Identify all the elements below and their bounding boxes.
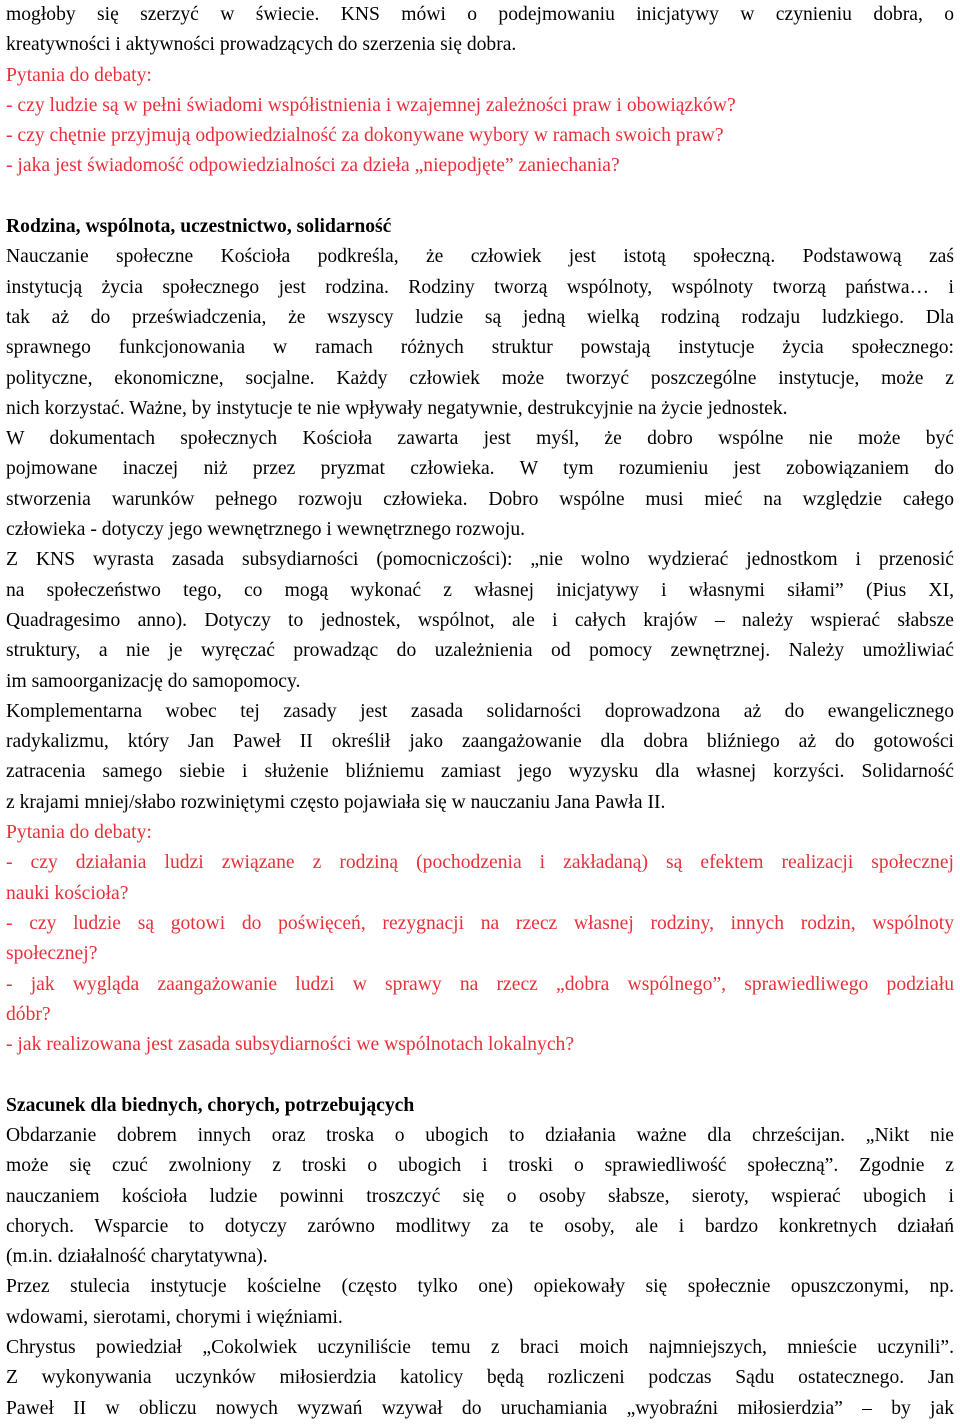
text-line: Quadragesimo anno). Dotyczy to jednostek, wspólnot, ale i całych krajów – należy wspierać słabsze: [6, 609, 954, 631]
text-line: człowieka - dotyczy jego wewnętrznego i wewnętrznego rozwoju.: [6, 519, 526, 541]
debate-question: - jaka jest świadomość odpowiedzialności za dzieła „niepodjęte” zaniechania?: [6, 155, 620, 177]
text-line: (m.in. działalność charytatywna).: [6, 1246, 268, 1268]
text-line: nauczaniem kościoła ludzie powinni troszczyć się o osoby słabsze, sieroty, wspierać ubogich i: [6, 1185, 954, 1207]
text-line: nich korzystać. Ważne, by instytucje te nie wpływały negatywnie, destrukcyjnie na życie jednostek.: [6, 397, 788, 419]
text-line: W dokumentach społecznych Kościoła zawarta jest myśl, że dobro wspólne nie może być: [6, 428, 954, 450]
text-line: może się czuć zwolniony z troski o ubogich i troski o sprawiedliwość społeczną”. Zgodnie z: [6, 1155, 954, 1177]
section-heading-poor: Szacunek dla biednych, chorych, potrzebujących: [6, 1094, 415, 1116]
intro-line: kreatywności i aktywności prowadzących do szerzenia się dobra.: [6, 34, 517, 56]
document-page: [6, 0, 954, 1424]
debate-question: - jak realizowana jest zasada subsydiarności we wspólnotach lokalnych?: [6, 1034, 575, 1056]
text-line: Z KNS wyrasta zasada subsydiarności (pomocniczości): „nie wolno wydzierać jednostkom i przenosić: [6, 549, 954, 571]
text-line: Obdarzanie dobrem innych oraz troska o ubogich to działania ważne dla chrześcijan. „Nikt nie: [6, 1124, 954, 1146]
text-line: Z wykonywania uczynków miłosierdzia katolicy będą rozliczeni podczas Sądu ostatecznego. Jan: [6, 1367, 954, 1389]
text-line: struktury, a nie je wyręczać prowadząc do uzależnienia od pomocy zewnętrznej. Należy umożliwiać: [6, 640, 954, 662]
text-line: polityczne, ekonomiczne, socjalne. Każdy człowiek może tworzyć poszczególne instytucje, może z: [6, 367, 954, 389]
text-line: sprawnego funkcjonowania w ramach różnych struktur powstają instytucje życia społecznego:: [6, 337, 954, 359]
text-line: na społeczeństwo tego, co mogą wykonać z własnej inicjatywy i własnymi siłami” (Pius XI,: [6, 579, 954, 601]
text-line: chorych. Wsparcie to dotyczy zarówno modlitwy za te osoby, ale i bardzo konkretnych działań: [6, 1215, 954, 1237]
debate-question: - czy ludzie są w pełni świadomi współistnienia i wzajemnej zależności praw i obowiązków?: [6, 94, 736, 116]
debate-question: - czy ludzie są gotowi do poświęceń, rezygnacji na rzecz własnej rodziny, innych rodzin, wspólnoty: [6, 912, 954, 934]
debate-question: nauki kościoła?: [6, 882, 129, 904]
debate-question: dóbr?: [6, 1003, 51, 1025]
paragraph-gap: [6, 1060, 954, 1090]
text-line: Chrystus powiedział „Cokolwiek uczyniliście temu z braci moich najmniejszych, mnieście uczynili”.: [6, 1337, 954, 1359]
text-line: Paweł II w obliczu nowych wyzwań wzywał do uruchamiania „wyobraźni miłosierdzia” – by jak: [6, 1397, 954, 1419]
intro-line: mogłoby się szerzyć w świecie. KNS mówi o podejmowaniu inicjatywy w czynieniu dobra, o: [6, 4, 954, 25]
text-line: im samoorganizację do samopomocy.: [6, 670, 301, 692]
text-line: Komplementarna wobec tej zasady jest zasada solidarności doprowadzona aż do ewangelicznego: [6, 700, 954, 722]
text-line: z krajami mniej/słabo rozwiniętymi często pojawiała się w nauczaniu Jana Pawła II.: [6, 791, 666, 813]
text-line: instytucją życia społecznego jest rodzina. Rodziny tworzą wspólnoty, wspólnoty tworzą państwa… i: [6, 276, 954, 298]
section-heading-family: Rodzina, wspólnota, uczestnictwo, solidarność: [6, 216, 392, 238]
debate-questions-title: Pytania do debaty:: [6, 64, 152, 86]
paragraph-gap: [6, 182, 954, 212]
debate-question: - jak wygląda zaangażowanie ludzi w sprawy na rzecz „dobra wspólnego”, sprawiedliwego podziału: [6, 973, 954, 995]
text-line: radykalizmu, który Jan Paweł II określił jako zaangażowanie dla dobra bliźniego aż do gotowości: [6, 731, 954, 753]
text-line: pojmowane inaczej niż przez pryzmat człowieka. W tym rozumieniu jest zobowiązaniem do: [6, 458, 954, 480]
debate-question: - czy chętnie przyjmują odpowiedzialność za dokonywane wybory w ramach swoich praw?: [6, 125, 724, 147]
text-line: Nauczanie społeczne Kościoła podkreśla, że człowiek jest istotą społeczną. Podstawową zaś: [6, 246, 954, 268]
text-line: Przez stulecia instytucje kościelne (często tylko one) opiekowały się społecznie opuszczonymi, np.: [6, 1276, 954, 1298]
text-line: zatracenia samego siebie i służenie bliźniemu zamiast jego wyzysku dla własnej korzyści. Solidarność: [6, 761, 954, 783]
debate-question: - czy działania ludzi związane z rodziną (pochodzenia i zakładaną) są efektem realizacji społecznej: [6, 852, 954, 874]
debate-question: społecznej?: [6, 943, 98, 965]
text-line: wdowami, sierotami, chorymi i więźniami.: [6, 1306, 343, 1328]
text-line: stworzenia warunków pełnego rozwoju człowieka. Dobro wspólne musi mieć na względzie całego: [6, 488, 954, 510]
text-line: tak aż do przeświadczenia, że wszyscy ludzie są jedną wielką rodziną rodzaju ludzkiego. Dla: [6, 306, 954, 328]
debate-questions-title: Pytania do debaty:: [6, 822, 152, 844]
